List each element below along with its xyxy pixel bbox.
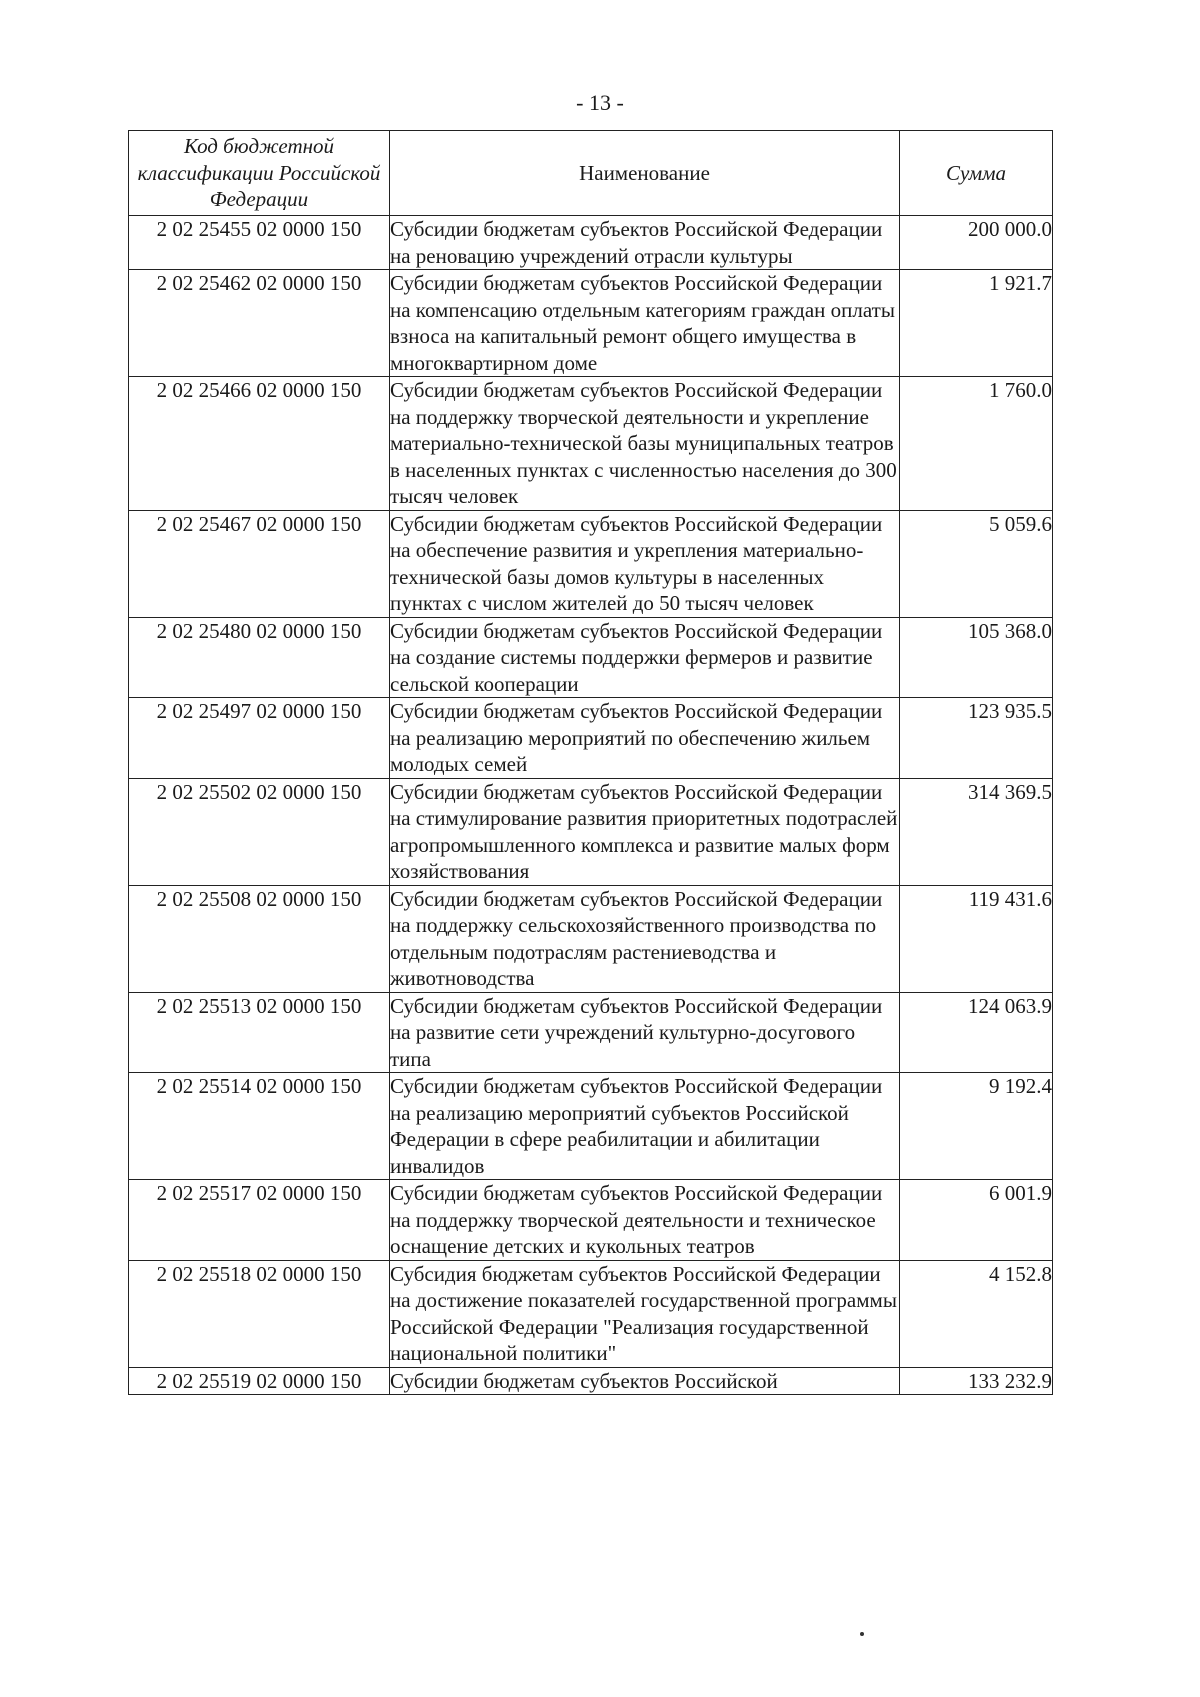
cell-sum: 200 000.0 [900, 216, 1053, 270]
cell-name: Субсидии бюджетам субъектов Российской Федерации на создание системы поддержки фермеров и развитие сельской кооперации [390, 617, 900, 698]
cell-code: 2 02 25466 02 0000 150 [129, 377, 390, 511]
table-row [129, 1073, 1053, 1180]
cell-sum: 6 001.9 [900, 1180, 1053, 1261]
cell-name: Субсидии бюджетам субъектов Российской Федерации на компенсацию отдельным категориям граждан оплаты взноса на капитальный ремонт общего имущества в многоквартирном доме [390, 270, 900, 377]
header-code: Код бюджетной классификации Российской Федерации [129, 131, 390, 216]
cell-sum: 119 431.6 [900, 885, 1053, 992]
cell-name: Субсидии бюджетам субъектов Российской Федерации на реновацию учреждений отрасли культуры [390, 216, 900, 270]
cell-sum: 5 059.6 [900, 510, 1053, 617]
table-row [129, 377, 1053, 511]
cell-name: Субсидии бюджетам субъектов Российской Федерации на обеспечение развития и укрепления материально-технической базы домов культуры в населенных пунктах с числом жителей до 50 тысяч человек [390, 510, 900, 617]
cell-name: Субсидии бюджетам субъектов Российской Федерации на поддержку творческой деятельности и техническое оснащение детских и кукольных театров [390, 1180, 900, 1261]
cell-sum: 4 152.8 [900, 1260, 1053, 1367]
cell-name: Субсидии бюджетам субъектов Российской Федерации на стимулирование развития приоритетных подотраслей агропромышленного комплекса и развитие малых форм хозяйствования [390, 778, 900, 885]
cell-code: 2 02 25513 02 0000 150 [129, 992, 390, 1073]
cell-sum: 124 063.9 [900, 992, 1053, 1073]
cell-name: Субсидии бюджетам субъектов Российской Федерации на развитие сети учреждений культурно-досугового типа [390, 992, 900, 1073]
table-row [129, 270, 1053, 377]
cell-code: 2 02 25514 02 0000 150 [129, 1073, 390, 1180]
cell-code: 2 02 25497 02 0000 150 [129, 698, 390, 779]
cell-code: 2 02 25517 02 0000 150 [129, 1180, 390, 1261]
cell-sum: 9 192.4 [900, 1073, 1053, 1180]
cell-sum: 1 921.7 [900, 270, 1053, 377]
cell-code: 2 02 25519 02 0000 150 [129, 1367, 390, 1395]
header-sum: Сумма [900, 131, 1053, 216]
cell-name: Субсидия бюджетам субъектов Российской Федерации на достижение показателей государственной программы Российской Федерации "Реализация государственной национальной политики" [390, 1260, 900, 1367]
page-mark [860, 1632, 864, 1636]
cell-code: 2 02 25502 02 0000 150 [129, 778, 390, 885]
budget-revenue-table [128, 130, 1053, 1395]
table-row [129, 885, 1053, 992]
cell-code: 2 02 25518 02 0000 150 [129, 1260, 390, 1367]
table-row [129, 778, 1053, 885]
cell-code: 2 02 25508 02 0000 150 [129, 885, 390, 992]
cell-code: 2 02 25467 02 0000 150 [129, 510, 390, 617]
cell-sum: 1 760.0 [900, 377, 1053, 511]
cell-name: Субсидии бюджетам субъектов Российской Федерации на реализацию мероприятий по обеспечению жильем молодых семей [390, 698, 900, 779]
cell-name: Субсидии бюджетам субъектов Российской [390, 1367, 900, 1395]
table-body [129, 216, 1053, 1395]
table-row [129, 992, 1053, 1073]
table-row [129, 698, 1053, 779]
cell-name: Субсидии бюджетам субъектов Российской Федерации на поддержку творческой деятельности и укрепление материально-технической базы муниципальных театров в населенных пунктах с численностью населения до 300 тысяч человек [390, 377, 900, 511]
cell-code: 2 02 25462 02 0000 150 [129, 270, 390, 377]
cell-name: Субсидии бюджетам субъектов Российской Федерации на реализацию мероприятий субъектов Российской Федерации в сфере реабилитации и абилитации инвалидов [390, 1073, 900, 1180]
cell-code: 2 02 25480 02 0000 150 [129, 617, 390, 698]
cell-sum: 314 369.5 [900, 778, 1053, 885]
table-row [129, 1180, 1053, 1261]
table-header-row [129, 131, 1053, 216]
table-row [129, 617, 1053, 698]
table-row [129, 216, 1053, 270]
cell-name: Субсидии бюджетам субъектов Российской Федерации на поддержку сельскохозяйственного производства по отдельным подотраслям растениеводства и животноводства [390, 885, 900, 992]
cell-sum: 105 368.0 [900, 617, 1053, 698]
table-row [129, 1367, 1053, 1395]
page-number: - 13 - [576, 90, 624, 115]
cell-sum: 123 935.5 [900, 698, 1053, 779]
cell-sum: 133 232.9 [900, 1367, 1053, 1395]
table-row [129, 1260, 1053, 1367]
cell-code: 2 02 25455 02 0000 150 [129, 216, 390, 270]
header-name: Наименование [390, 131, 900, 216]
table-row [129, 510, 1053, 617]
